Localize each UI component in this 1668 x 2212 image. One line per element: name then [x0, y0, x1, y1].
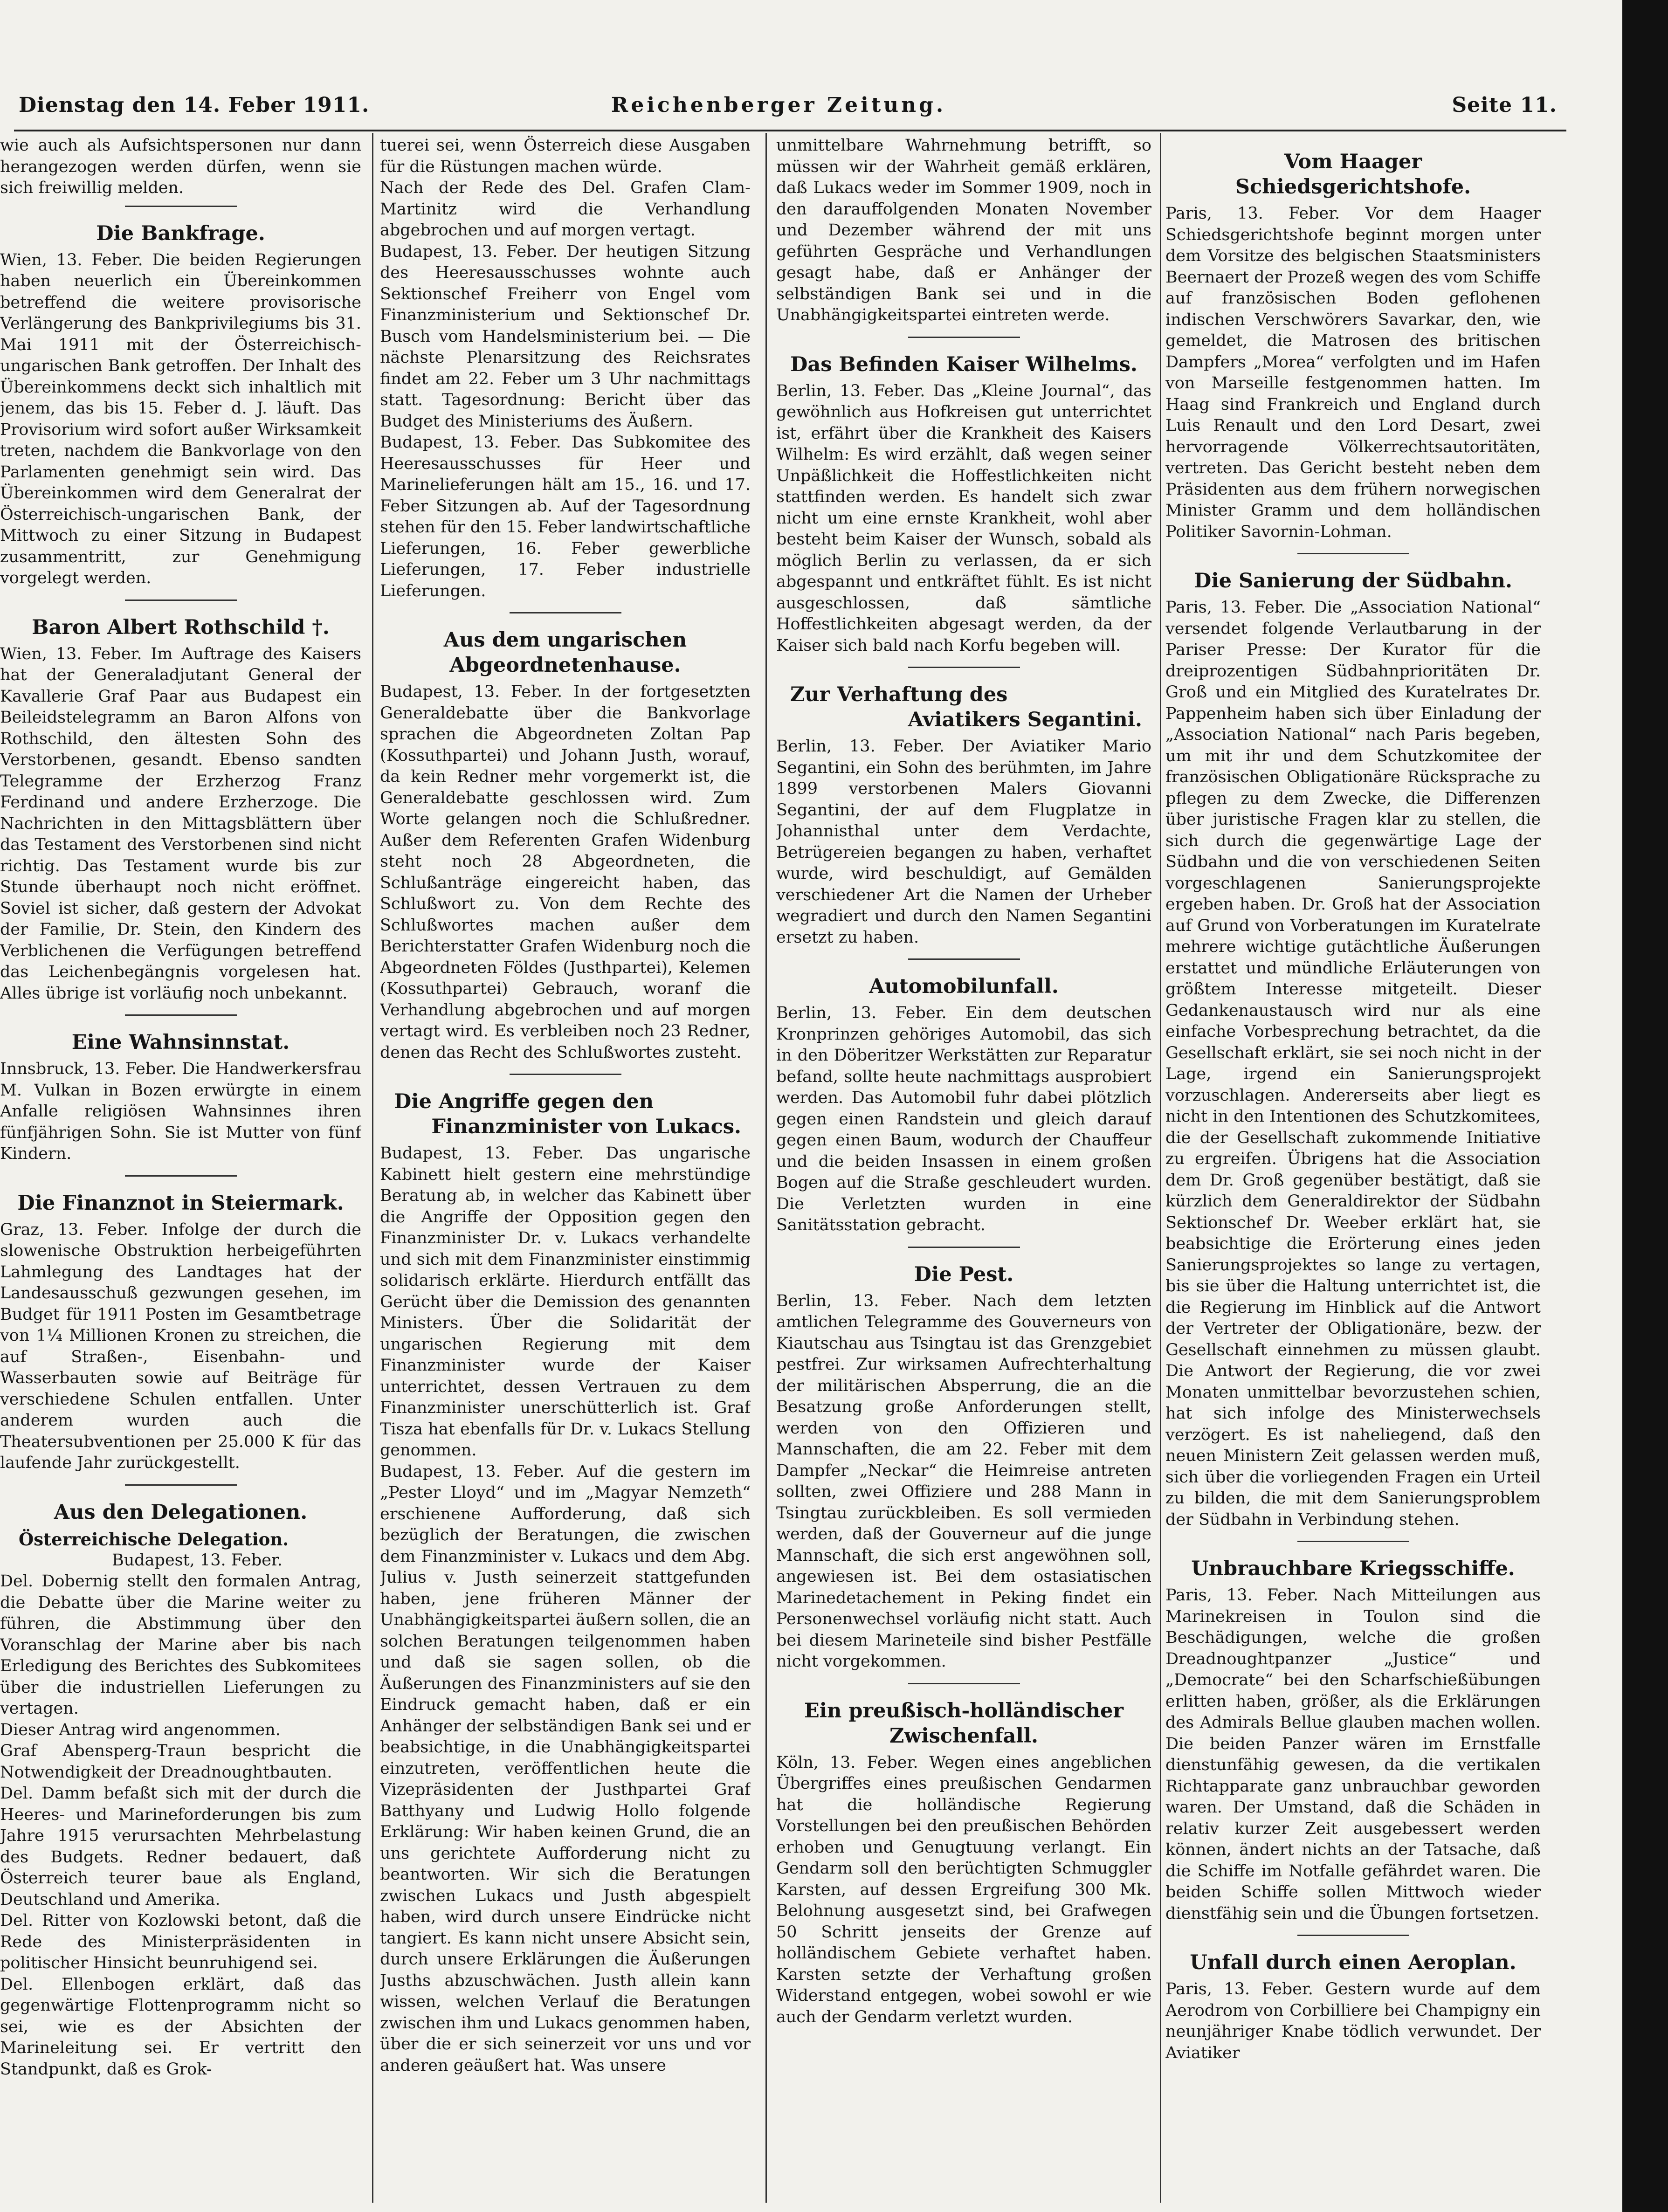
- continued-text: wie auch als Aufsichtspersonen nur dann herangezogen werden dürfen, wenn sie sich freiwillig melden.: [0, 136, 361, 197]
- headline-zwischenfall: Ein preußisch-holländischer Zwischenfall.: [804, 1699, 1123, 1748]
- article-text: Köln, 13. Feber. Wegen eines angeblichen Übergriffes eines preußischen Gendarmen hat die holländische Regierung Vorstellungen bei den preußischen Behörden erhoben und Genugtuung verlangt. Ein Gendarm soll den berüchtigten Schmuggler Karsten, auf dessen Ergreifung 300 Mk. Belohnung ausgesetzt sind, bei Grafwegen 50 Schritt jenseits der Grenze auf holländischem Gebiete verhaftet haben. Karsten setzte der Verhaftung großen Widerstand entgegen, wobei sowohl er wie auch der Gendarm verletzt wurden.: [776, 1753, 1151, 2026]
- column-rule: [1160, 133, 1161, 2203]
- headline-schiedsgericht: Vom Haager Schiedsgerichtshofe.: [1235, 150, 1471, 199]
- page-number: Seite 11.: [1452, 93, 1557, 117]
- headline-abgeordnetenhaus: Aus dem ungarischen Abgeordnetenhause.: [443, 628, 687, 677]
- headline-kaiser-wilhelm: Das Befinden Kaiser Wilhelms.: [790, 352, 1137, 376]
- article-separator: [908, 958, 1020, 960]
- article-text: Budapest, 13. Feber. Der heutigen Sitzung des Heeresausschusses wohnte auch Sektionschef Freiherr von Engel vom Finanzministerium und Sektionschef Dr. Busch vom Handelsministerium bei. — Die nächste Plenarsitzung des Reichsrates findet am 22. Feber um 3 Uhr nachmittags statt. Tagesordnung: Bericht über das Budget des Ministeriums des Äußern.: [380, 242, 751, 431]
- continued-text: unmittelbare Wahrnehmung betrifft, so müssen wir der Wahrheit gemäß erklären, daß Lukacs weder im Sommer 1909, noch in den darauffolgenden Monaten November und Dezember während der mit uns geführten Gespräche und Verhandlungen gesagt habe, daß er Anhänger der selbständigen Bank sei und in die Unabhängigkeitspartei eintreten werde.: [776, 136, 1151, 324]
- column-rule: [765, 133, 767, 2203]
- header-rule: [14, 130, 1566, 131]
- article-text: Del. Ellenbogen erklärt, daß das gegenwärtige Flottenprogramm nicht so sei, wie es der Absichten der Marineleitung sei. Er vertritt den Standpunkt, daß es Grok-: [0, 1975, 361, 2079]
- article-text: Paris, 13. Feber. Gestern wurde auf dem Aerodrom von Corbilliere bei Champigny ein neunjähriger Knabe tödlich verwundet. Der Aviatiker: [1165, 1980, 1541, 2062]
- article-text: Budapest, 13. Feber. Auf die gestern im „Pester Lloyd“ und im „Magyar Nemzeth“ erschienene Aufforderung, daß sich bezüglich der Beratungen, die zwischen dem Finanzminister v. Lukacs und dem Abg. Julius v. Justh seinerzeit stattgefunden haben, jene früheren Männer der Unabhängigkeitspartei äußern sollen, die an solchen Beratungen teilgenommen haben und daß sie sagen sollen, ob die Äußerungen des Finanzministers auf sie den Eindruck gemacht haben, daß er ein Anhänger der selbständigen Bank sei und er beabsichtige, in die Unabhängigkeitspartei einzutreten, veröffentlichen heute die Vizepräsidenten der Justhpartei Graf Batthyany und Ludwig Hollo folgende Erklärung: Wir haben keinen Grund, die an uns gerichtete Aufforderung nicht zu beantworten. Wir sich die Beratungen zwischen Lukacs und Justh abgespielt haben, wird durch unsere Eindrücke nicht tangiert. Es kann nicht unsere Absicht sein, durch unsere Erklärungen die Äußerungen Jusths abzuschwächen. Justh allein kann wissen, welchen Verlauf die Beratungen zwischen ihm und Lukacs genommen haben, über die er sich seinerzeit vor uns und vor anderen geäußert hat. Was unsere: [380, 1462, 751, 2075]
- article-text: Budapest, 13. Feber. Das Subkomitee des Heeresausschusses für Heer und Marinelieferungen hält am 15., 16. und 17. Feber Sitzungen ab. Auf der Tagesordnung stehen für den 15. Feber landwirtschaftliche Lieferungen, 16. Feber gewerbliche Lieferungen, 17. Feber industrielle Lieferungen.: [380, 433, 751, 600]
- subheadline-delegation: Österreichische Delegation.: [19, 1529, 289, 1550]
- headline-angriffe-lukacs: [380, 1089, 751, 1139]
- headline-aeroplan: Unfall durch einen Aeroplan.: [1190, 1951, 1516, 1974]
- article-separator: [125, 1484, 237, 1486]
- headline-line-1: Zur Verhaftung des: [790, 683, 1008, 706]
- article-separator: [510, 1074, 621, 1075]
- article-text: Paris, 13. Feber. Vor dem Haager Schiedsgerichtshofe beginnt morgen unter dem Vorsitze des belgischen Staatsministers Beernaert der Prozeß wegen des vom Schiffe auf französischen Boden geflohenen indischen Verschwörers Savarkar, den, wie gemeldet, die Matrosen des britischen Dampfers „Morea“ verfolgten und im Hafen von Marseille festgenommen hatten. Im Haag sind Frankreich und England durch Luis Renault und den Lord Desart, zwei hervorragende Völkerrechtsautoritäten, vertreten. Das Gericht besteht neben dem Präsidenten aus dem frühern norwegischen Minister Gramm und dem holländischen Politiker Savornin-Lohman.: [1165, 204, 1541, 541]
- column-rule: [372, 133, 373, 2203]
- article-separator: [1297, 1935, 1409, 1936]
- article-separator: [125, 1014, 237, 1016]
- article-text: Berlin, 13. Feber. Nach dem letzten amtlichen Telegramme des Gouverneurs von Kiautschau aus Tsingtau ist das Grenzgebiet pestfrei. Zur wirksamen Aufrechterhaltung der militärischen Absperrung, die an die Besatzung große Anforderungen stellt, werden von den Offizieren und Mannschaften, die am 22. Feber mit dem Dampfer „Neckar“ die Heimreise antreten sollten, zwei Offiziere und 288 Mann in Tsingtau zurückbleiben. Es soll vermieden werden, daß der Gouverneur auf die junge Mannschaft, die sich erst angewöhnen soll, angewiesen ist. Bei dem ostasiatischen Marinedetachement in Peking findet ein Personenwechsel vorläufig nicht statt. Auch bei diesem Marineteile sind bisher Pestfälle nicht vorgekommen.: [776, 1291, 1151, 1671]
- article-text: Graz, 13. Feber. Infolge der durch die slowenische Obstruktion herbeigeführten Lahmlegung des Landtages hat der Landesausschuß gezwungen gesehen, im Budget für 1911 Posten im Gesamtbetrage von 1¼ Millionen Kronen zu streichen, die auf Straßen-, Eisenbahn- und Wasserbauten sowie auf Beiträge für verschiedene Schulen entfallen. Unter anderem wurden auch die Theatersubventionen per 25.000 K für das laufende Jahr zurückgestellt.: [0, 1220, 361, 1472]
- headline-kriegsschiffe: Unbrauchbare Kriegsschiffe.: [1191, 1557, 1515, 1580]
- article-separator: [125, 206, 237, 207]
- headline-suedbahn: Die Sanierung der Südbahn.: [1194, 569, 1512, 593]
- article-text: Berlin, 13. Feber. Der Aviatiker Mario Segantini, ein Sohn des berühmten, im Jahre 1899 verstorbenen Malers Giovanni Segantini, der auf dem Flugplatze in Johannisthal unter dem Verdachte, Betrügereien begangen zu haben, verhaftet wurde, wird beschuldigt, auf Gemälden verschiedener Art die Namen der Urheber wegradiert und durch den Namen Segantini ersetzt zu haben.: [776, 737, 1151, 947]
- article-text: Del. Dobernig stellt den formalen Antrag, die Debatte über die Marine weiter zu führen, die Abstimmung über den Voranschlag der Marine aber bis nach Erledigung des Berichtes des Subkomitees über die industriellen Lieferungen zu vertagen.: [0, 1572, 361, 1718]
- article-separator: [510, 612, 621, 613]
- headline-line-1: Die Angriffe gegen den: [394, 1090, 654, 1113]
- column-1: [0, 135, 361, 2203]
- header-date: Dienstag den 14. Feber 1911.: [19, 93, 370, 117]
- headline-line-2: Finanzminister von Lukacs.: [431, 1115, 741, 1138]
- headline-segantini: [776, 682, 1151, 732]
- article-separator: [908, 337, 1020, 338]
- article-text: Nach der Rede des Del. Grafen Clam-Martinitz wird die Verhandlung abgebrochen und auf morgen vertagt.: [380, 179, 751, 240]
- article-text: Innsbruck, 13. Feber. Die Handwerkersfrau M. Vulkan in Bozen erwürgte in einem Anfalle religiösen Wahnsinnes ihren fünfjährigen Sohn. Sie ist Mutter von fünf Kindern.: [0, 1060, 361, 1163]
- article-text: Del. Ritter von Kozlowski betont, daß die Rede des Ministerpräsidenten in politischer Hinsicht beunruhigend sei.: [0, 1911, 361, 1972]
- article-text: Paris, 13. Feber. Nach Mitteilungen aus Marinekreisen in Toulon sind die Beschädigungen, welche die großen Dreadnoughtpanzer „Justice“ und „Democrate“ bei den Scharfschießübungen erlitten haben, größer, als die Erklärungen des Admirals Bellue glauben machen wollen. Die beiden Panzer wären im Ernstfalle dienstunfähig gewesen, da die vertikalen Richtapparate ganz unbrauchbar geworden waren. Der Umstand, daß die Schäden in relativ kurzer Zeit ausgebessert werden können, ändert nichts an der Tatsache, daß die Schiffe im Notfalle gefährdet waren. Die beiden Schiffe sollen Mittwoch wieder dienstfähig sein und die Übungen fortsetzen.: [1165, 1586, 1541, 1923]
- newspaper-title: Reichenberger Zeitung.: [611, 93, 946, 117]
- column-3: [776, 135, 1151, 2203]
- headline-delegationen: Aus den Delegationen.: [54, 1500, 308, 1524]
- dateline: Budapest, 13. Feber.: [112, 1550, 283, 1570]
- article-separator: [1297, 553, 1409, 554]
- scan-border: [1622, 0, 1668, 2212]
- headline-line-2: Aviatikers Segantini.: [908, 708, 1142, 731]
- article-text: Berlin, 13. Feber. Das „Kleine Journal“, das gewöhnlich aus Hofkreisen gut unterrichtet ist, erfährt über die Krankheit des Kaisers Wilhelm: Es wird erzählt, daß wegen seiner Unpäßlichkeit die Hoffestlichkeiten nicht stattfinden werden. Es handelt sich zwar nicht um eine ernste Krankheit, wohl aber besteht beim Kaiser der Wunsch, sobald als möglich Berlin zu verlassen, da er sich abgespannt und entkräftet fühlt. Es ist nicht ausgeschlossen, daß sämtliche Hoffestlichkeiten abgesagt werden, da der Kaiser sich bald nach Korfu begeben will.: [776, 381, 1151, 655]
- article-separator: [1297, 1541, 1409, 1542]
- article-text: Paris, 13. Feber. Die „Association National“ versendet folgende Verlautbarung in der Pariser Presse: Der Kurator für die dreiprozentigen Südbahnprioritäten Dr. Groß und ein Mitglied des Kuratelrates Dr. Pappenheim haben sich über Einladung der „Association National“ nach Paris begeben, um mit ihr und dem Schutzkomitee der französischen Obligationäre Rücksprache zu pflegen zu dem Zwecke, die Differenzen über juristische Fragen klar zu stellen, die sich durch die gegenwärtige Lage der Südbahn und die von verschiedenen Seiten vorgeschlagenen Sanierungsprojekte ergeben haben. Dr. Groß hat der Association auf Grund von Vorberatungen im Kuratelrate mehrere wichtige gutächtliche Äußerungen erstattet und mündliche Erläuterungen von größtem Interesse mitgeteilt. Dieser Gedankenaustausch wird nur als eine einfache Vorbesprechung betrachtet, da die Gesellschaft erklärt, sie sei noch nicht in der Lage, irgend ein Sanierungsprojekt vorzuschlagen. Andererseits aber liegt es nicht in den Intentionen des Schutzkomitees, die der Gesellschaft zukommende Initiative zu ergreifen. Übrigens hat die Association dem Dr. Groß gegenüber bestätigt, daß sie kürzlich dem Generaldirektor der Südbahn Sektionschef Dr. Weeber erklärt hat, sie beabsichtige die Erörterung eines jeden Sanierungsprojektes so lange zu vertagen, bis sie über die Haltung unterrichtet ist, die die Regierung im Hinblick auf die Antwort der Vertreter der Obligationäre, bezw. der Gesellschaft einnehmen zu müssen glaubt. Die Antwort der Regierung, die vor zwei Monaten unmittelbar bevorzustehen schien, hat sich infolge des Ministerwechsels verzögert. Es ist naheliegend, daß den neuen Ministern Zeit gelassen werden muß, sich über die vorliegenden Fragen ein Urteil zu bilden, die mit dem Sanierungsproblem der Südbahn in Verbindung stehen.: [1165, 598, 1541, 1529]
- column-4: [1165, 135, 1541, 2203]
- headline-bankfrage: Die Bankfrage.: [96, 221, 265, 245]
- article-separator: [908, 1683, 1020, 1684]
- article-separator: [125, 1175, 237, 1177]
- continued-text: tuerei sei, wenn Österreich diese Ausgaben für die Rüstungen machen würde.: [380, 136, 751, 176]
- article-separator: [125, 600, 237, 601]
- headline-pest: Die Pest.: [914, 1262, 1014, 1286]
- column-2: [380, 135, 751, 2203]
- article-text: Wien, 13. Feber. Im Auftrage des Kaisers hat der Generaladjutant General der Kavallerie Graf Paar aus Budapest ein Beileidstelegramm an Baron Alfons von Rothschild, den ältesten Sohn des Verstorbenen, gesandt. Ebenso sandten Telegramme der Erzherzog Franz Ferdinand und andere Erzherzoge. Die Nachrichten in den Mittagsblättern über das Testament des Verstorbenen sind nicht richtig. Das Testament wurde bis zur Stunde überhaupt noch nicht eröffnet. Soviel ist sicher, daß gestern der Advokat der Familie, Dr. Stein, den Kindern des Verblichenen die Verfügungen betreffend das Leichenbegängnis vorgelesen hat. Alles übrige ist vorläufig noch unbekannt.: [0, 644, 361, 1003]
- headline-finanznot: Die Finanznot in Steiermark.: [17, 1191, 344, 1215]
- article-separator: [908, 667, 1020, 668]
- headline-rothschild: Baron Albert Rothschild †.: [32, 615, 330, 639]
- article-text: Del. Damm befaßt sich mit der durch die Heeres- und Marineforderungen bis zum Jahre 1915 verursachten Mehrbelastung des Budgets. Redner bedauert, daß Österreich teurer baue als England, Deutschland und Amerika.: [0, 1784, 361, 1909]
- article-text: Graf Abensperg-Traun bespricht die Notwendigkeit der Dreadnoughtbauten.: [0, 1742, 361, 1782]
- article-text: Dieser Antrag wird angenommen.: [0, 1720, 281, 1739]
- article-text: Budapest, 13. Feber. In der fortgesetzten Generaldebatte über die Bankvorlage sprachen die Abgeordneten Zoltan Pap (Kossuthpartei) und Johann Justh, worauf, da kein Redner mehr vorgemerkt ist, die Generaldebatte geschlossen wird. Zum Worte gelangen noch die Schlußredner. Außer dem Referenten Grafen Widenburg steht noch 28 Abgeordneten, die Schlußanträge eingereicht haben, das Schlußwort zu. Von dem Rechte des Schlußwortes machen außer dem Berichterstatter Grafen Widenburg noch die Abgeordneten Földes (Justhpartei), Kelemen (Kossuthpartei) Gebrauch, woranf die Verhandlung abgebrochen und auf morgen vertagt wird. Es verbleiben noch 23 Redner, denen das Recht des Schlußwortes zusteht.: [380, 682, 751, 1062]
- article-separator: [908, 1247, 1020, 1248]
- article-text: Berlin, 13. Feber. Ein dem deutschen Kronprinzen gehöriges Automobil, das sich in den Döberitzer Werkstätten zur Reparatur befand, sollte heute nachmittags ausprobiert werden. Das Automobil fuhr dabei plötzlich gegen einen Randstein und gleich darauf gegen einen Baum, wodurch der Chauffeur und die beiden Insassen in einem großen Bogen auf die Straße geschleudert wurden. Die Verletzten wurden in eine Sanitätsstation gebracht.: [776, 1004, 1151, 1234]
- headline-automobilunfall: Automobilunfall.: [869, 975, 1059, 998]
- headline-wahnsinnstat: Eine Wahnsinnstat.: [71, 1031, 290, 1054]
- article-text: Wien, 13. Feber. Die beiden Regierungen haben neuerlich ein Übereinkommen betreffend die weitere provisorische Verlängerung des Bankprivilegiums bis 31. Mai 1911 mit der Österreichisch-ungarischen Bank getroffen. Der Inhalt des Übereinkommens deckt sich inhaltlich mit jenem, das bis 15. Feber d. J. läuft. Das Provisorium wird sofort außer Wirksamkeit treten, nachdem die Bankvorlage von den Parlamenten genehmigt sein wird. Das Übereinkommen wird dem Generalrat der Österreichisch-ungarischen Bank, der Mittwoch zu einer Sitzung in Budapest zusammentritt, zur Genehmigung vorgelegt werden.: [0, 250, 361, 587]
- article-text: Budapest, 13. Feber. Das ungarische Kabinett hielt gestern eine mehrstündige Beratung ab, in welcher das Kabinett über die Angriffe der Opposition gegen den Finanzminister Dr. v. Lukacs verhandelte und sich mit dem Finanzminister einstimmig solidarisch erklärte. Hierdurch entfällt das Gerücht über die Demission des genannten Ministers. Über die Solidarität der ungarischen Regierung mit dem Finanzminister wurde der Kaiser unterrichtet, dessen Vertrauen zu dem Finanzminister unerschütterlich ist. Graf Tisza hat ebenfalls für Dr. v. Lukacs Stellung genommen.: [380, 1144, 751, 1460]
